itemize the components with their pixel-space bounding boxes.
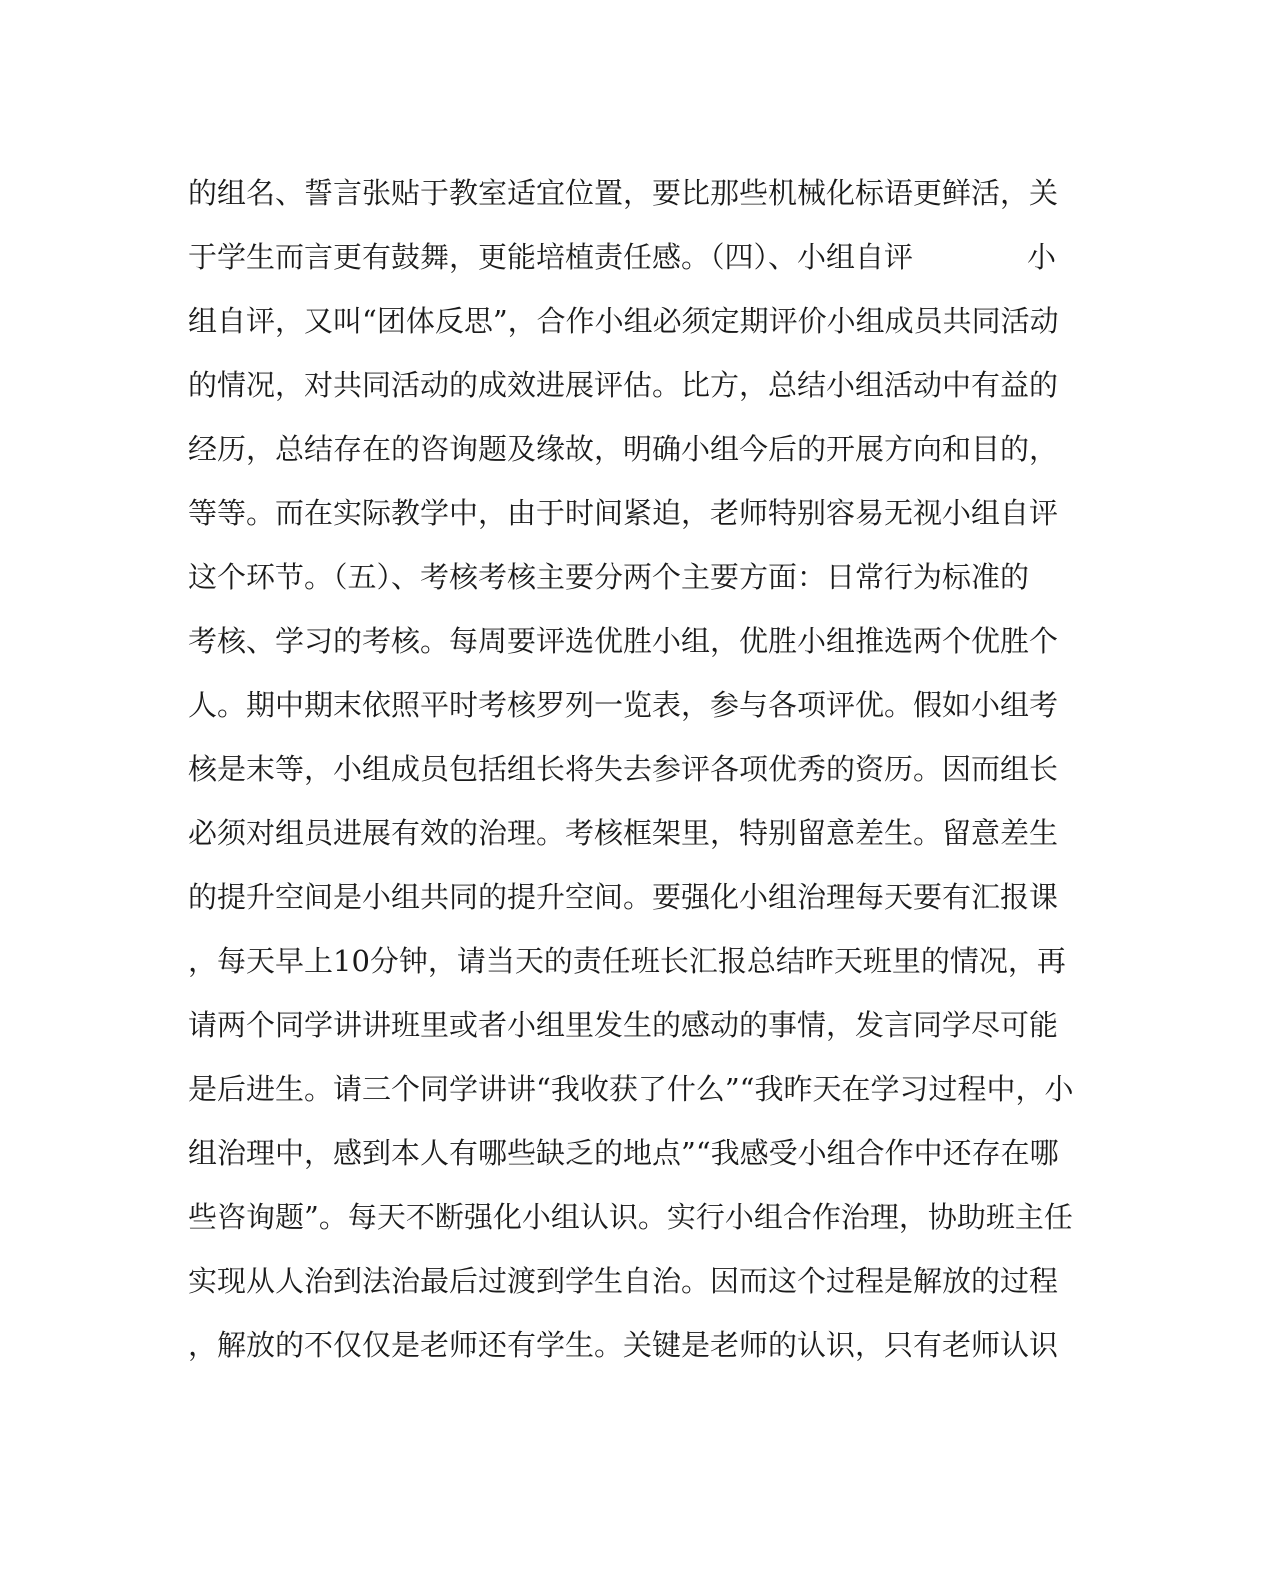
- text-line: 核是末等，小组成员包括组长将失去参评各项优秀的资历。因而组长: [188, 752, 1059, 786]
- text-line: 考核、学习的考核。每周要评选优胜小组，优胜小组推选两个优胜个: [188, 624, 1059, 658]
- text-line: 实现从人治到法治最后过渡到学生自治。因而这个过程是解放的过程: [188, 1264, 1059, 1298]
- text-line: 的情况，对共同活动的成效进展评估。比方，总结小组活动中有益的: [188, 368, 1059, 402]
- text-line: 这个环节。（五）、考核考核主要分两个主要方面：日常行为标准的: [188, 560, 1030, 594]
- body-text: [188, 161, 1074, 1377]
- text-line: 的组名、誓言张贴于教室适宜位置，要比那些机械化标语更鲜活，关: [188, 176, 1059, 210]
- text-line: 等等。而在实际教学中，由于时间紧迫，老师特别容易无视小组自评: [188, 496, 1059, 530]
- text-line: 组自评，又叫“团体反思”，合作小组必须定期评价小组成员共同活动: [188, 304, 1059, 338]
- text-line: 是后进生。请三个同学讲讲“我收获了什么”“我昨天在学习过程中，小: [188, 1072, 1074, 1106]
- text-line: 的提升空间是小组共同的提升空间。要强化小组治理每天要有汇报课: [188, 880, 1059, 914]
- text-line: ，每天早上10分钟，请当天的责任班长汇报总结昨天班里的情况，再: [188, 944, 1066, 978]
- text-line-start: 于学生而言更有鼓舞，更能培植责任感。（四）、小组自评: [188, 240, 914, 274]
- text-line: 些咨询题”。每天不断强化小组认识。实行小组合作治理，协助班主任: [188, 1200, 1073, 1234]
- text-line: 请两个同学讲讲班里或者小组里发生的感动的事情，发言同学尽可能: [188, 1008, 1059, 1042]
- text-line-end: 小: [1026, 240, 1056, 274]
- text-line: 组治理中，感到本人有哪些缺乏的地点”“我感受小组合作中还存在哪: [188, 1136, 1059, 1170]
- text-line: ，解放的不仅仅是老师还有学生。关键是老师的认识，只有老师认识: [188, 1328, 1059, 1362]
- text-line: 人。期中期末依照平时考核罗列一览表，参与各项评优。假如小组考: [188, 688, 1059, 722]
- text-line: 经历，总结存在的咨询题及缘故，明确小组今后的开展方向和目的，: [188, 432, 1059, 466]
- text-line: 必须对组员进展有效的治理。考核框架里，特别留意差生。留意差生: [188, 816, 1059, 850]
- text-line: [188, 225, 1056, 289]
